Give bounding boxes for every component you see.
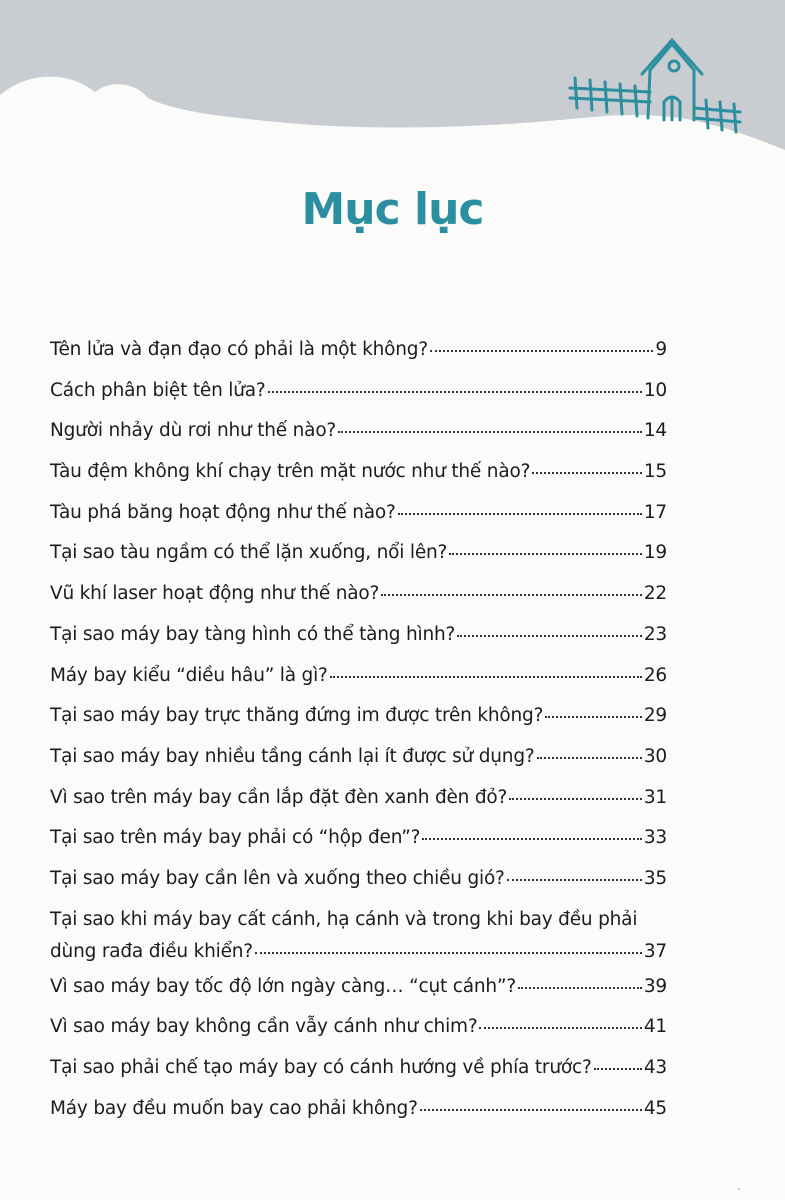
toc-page-number: 35 <box>643 867 667 889</box>
toc-entry[interactable] <box>50 703 667 729</box>
paper-speck <box>738 1188 740 1190</box>
dot-leader <box>381 591 642 596</box>
dot-leader <box>532 469 642 474</box>
toc-entry[interactable] <box>50 378 667 404</box>
toc-entry[interactable] <box>50 540 667 566</box>
toc-entry-text: Tại sao máy bay tàng hình có thể tàng hình? <box>50 623 456 645</box>
toc-entry[interactable] <box>50 1055 667 1081</box>
toc-entry-text: Tàu đệm không khí chạy trên mặt nước như thế nào? <box>50 461 531 483</box>
toc-entry[interactable] <box>50 1096 667 1122</box>
toc-page-number: 43 <box>643 1057 667 1078</box>
toc-entry-text: Tại sao trên máy bay phải có “hộp đen”? <box>50 827 421 849</box>
toc-entry-text: Tại sao phải chế tạo máy bay có cánh hướng về phía trước? <box>50 1057 592 1078</box>
dot-leader <box>507 876 642 881</box>
dot-leader <box>268 388 642 393</box>
toc-entry-text: Tại sao tàu ngầm có thể lặn xuống, nổi lên? <box>50 542 448 564</box>
toc-entry[interactable] <box>50 974 667 1000</box>
toc-page-number: 15 <box>643 461 667 483</box>
toc-page-number: 22 <box>643 583 667 605</box>
dot-leader <box>537 754 642 759</box>
toc-page-number: 14 <box>643 420 667 442</box>
toc-entry-text: Vì sao máy bay không cần vẫy cánh như chim? <box>50 1016 478 1038</box>
toc-entry[interactable] <box>50 785 667 811</box>
toc-page-number: 9 <box>655 339 667 360</box>
toc-page-number: 37 <box>643 940 667 962</box>
toc-entry[interactable] <box>50 459 667 485</box>
page-title: Mục lục <box>301 184 484 235</box>
toc-entry[interactable] <box>50 337 667 363</box>
toc-page-number: 19 <box>643 542 667 564</box>
toc-page-number: 45 <box>643 1097 667 1119</box>
header-illustration <box>0 0 785 180</box>
toc-entry[interactable] <box>50 500 667 526</box>
toc-entry-text: Người nhảy dù rơi như thế nào? <box>50 420 337 442</box>
toc-entry-text: Tên lửa và đạn đạo có phải là một không? <box>50 339 428 360</box>
toc-entry-text: Tại sao máy bay trực thăng đứng im được trên không? <box>50 705 544 727</box>
dot-leader <box>420 1106 642 1111</box>
toc-entry-text: Máy bay kiểu “diều hâu” là gì? <box>50 664 328 686</box>
dot-leader <box>545 713 642 718</box>
toc-entry[interactable] <box>50 663 667 689</box>
toc-page-number: 33 <box>643 827 667 849</box>
toc-page-number: 39 <box>643 975 667 997</box>
dot-leader <box>509 795 642 800</box>
toc-entry[interactable] <box>50 907 667 965</box>
toc-entry-text: Vì sao trên máy bay cần lắp đặt đèn xanh đèn đỏ? <box>50 786 508 808</box>
toc-entry-text: Tàu phá băng hoạt động như thế nào? <box>50 501 396 523</box>
toc-entry-line2 <box>50 939 667 965</box>
paper-speck <box>598 952 600 954</box>
dot-leader <box>594 1065 642 1070</box>
toc-page-number: 26 <box>643 664 667 686</box>
dot-leader <box>255 949 642 954</box>
toc-entry[interactable] <box>50 581 667 607</box>
toc-page-number: 10 <box>643 379 667 401</box>
toc-entry-text: Vũ khí laser hoạt động như thế nào? <box>50 583 380 605</box>
toc-entry[interactable] <box>50 825 667 851</box>
toc-page-number: 29 <box>643 705 667 727</box>
toc-entry-text: Tại sao máy bay nhiều tầng cánh lại ít được sử dụng? <box>50 745 535 767</box>
dot-leader <box>518 984 642 989</box>
toc-entry-text: Tại sao máy bay cần lên và xuống theo chiều gió? <box>50 867 505 889</box>
dot-leader <box>479 1024 641 1029</box>
dot-leader <box>457 632 642 637</box>
toc-entry[interactable] <box>50 418 667 444</box>
toc-page-number: 41 <box>643 1016 667 1038</box>
dot-leader <box>422 835 642 840</box>
toc-entry-text-cont: dùng rađa điều khiển? <box>50 940 253 962</box>
table-of-contents <box>50 337 667 1136</box>
toc-entry[interactable] <box>50 866 667 892</box>
toc-page-number: 30 <box>643 745 667 767</box>
toc-entry-text: Cách phân biệt tên lửa? <box>50 379 266 401</box>
dot-leader <box>430 347 653 352</box>
toc-entry-text: Máy bay đều muốn bay cao phải không? <box>50 1097 418 1119</box>
dot-leader <box>449 550 642 555</box>
toc-page-number: 17 <box>643 501 667 523</box>
toc-page-number: 31 <box>643 786 667 808</box>
toc-entry[interactable] <box>50 744 667 770</box>
toc-page-number: 23 <box>643 623 667 645</box>
toc-entry[interactable] <box>50 622 667 648</box>
dot-leader <box>330 673 642 678</box>
dot-leader <box>398 510 642 515</box>
toc-entry[interactable] <box>50 1014 667 1040</box>
dot-leader <box>338 428 642 433</box>
toc-entry-text: Tại sao khi máy bay cất cánh, hạ cánh và trong khi bay đều phải <box>50 908 638 930</box>
toc-entry-text: Vì sao máy bay tốc độ lớn ngày càng… “cụt cánh”? <box>50 975 516 997</box>
